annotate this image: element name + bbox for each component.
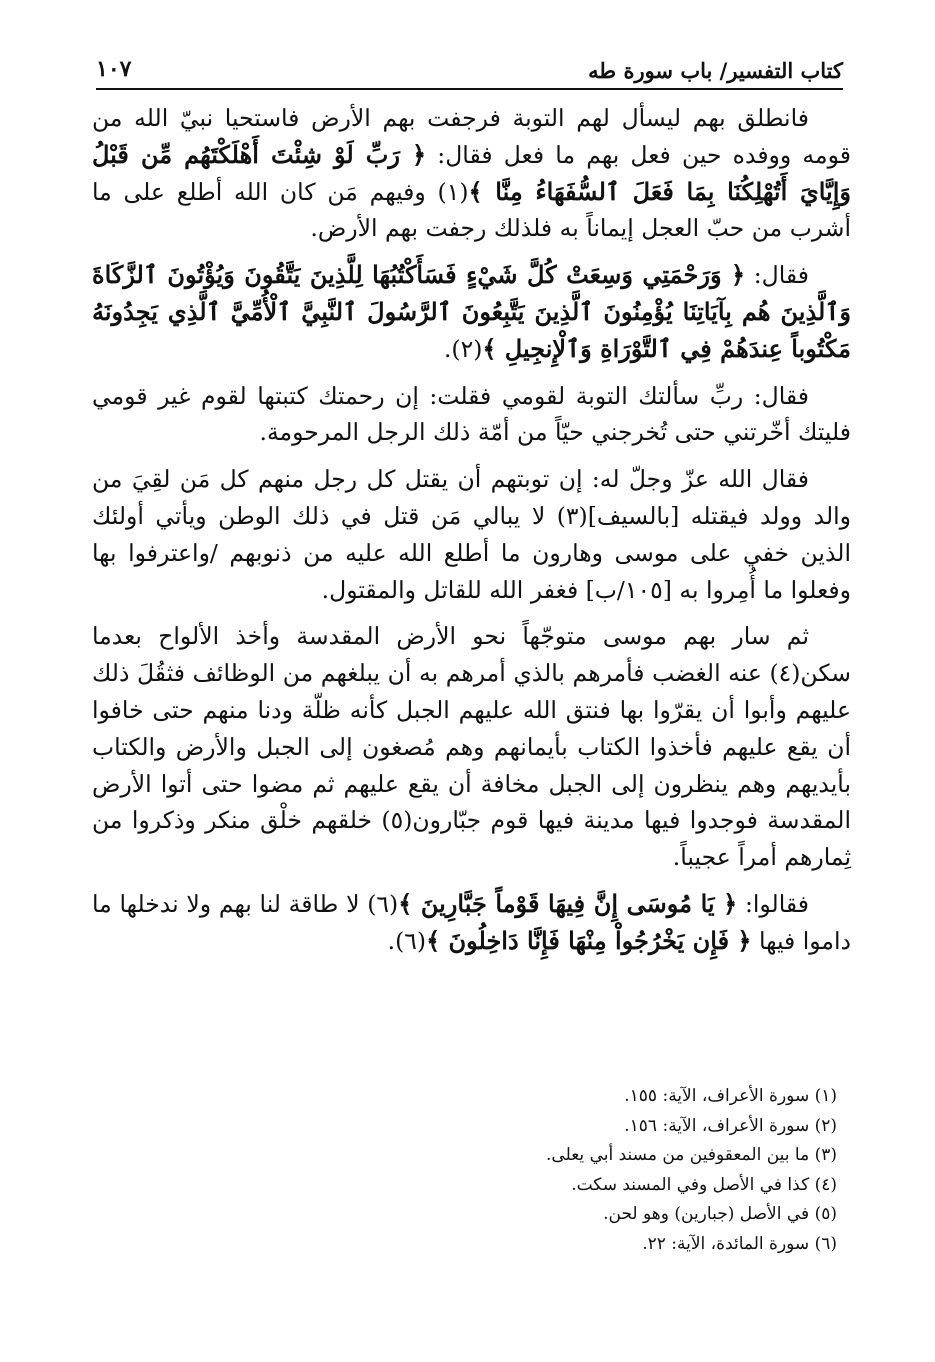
footnotes: [300, 1082, 837, 1259]
footnote: (٥) في الأصل (جبارين) وهو لحن.: [603, 1204, 837, 1224]
paragraph-text: فانطلق بهم ليسأل لهم التوبة فرجفت بهم الأرض فاستحيا نبيّ الله من قومه ووفده حين فعل بهم ما فعل فقال:: [92, 104, 851, 169]
main-text: [92, 100, 851, 970]
paragraph-text: (٦).: [387, 926, 427, 955]
paragraph-text: فقال الله عزّ وجلّ له: إن توبتهم أن يقتل كل رجل منهم كل مَن لقِيَ من والد وولد فيقتله [بالسيف](٣) لا يبالي مَن قتل في ذلك الوطن ويأتي أولئك الذين خفي على موسى وهارون ما أطلع الله عليه من ذنوبهم /واعترفوا بها وفعلوا ما أُمِروا به [١٠٥/ب] فغفر الله للقاتل والمقتول.: [92, 465, 851, 604]
paragraph: [92, 257, 851, 367]
footnote: (١) سورة الأعراف، الآية: ١٥٥.: [624, 1086, 837, 1106]
running-title: كتاب التفسير/ باب سورة طه: [588, 58, 843, 83]
paragraph: [92, 100, 851, 247]
footnote: (٣) ما بين المعقوفين من مسند أبي يعلى.: [546, 1145, 837, 1165]
page-header: [96, 54, 843, 90]
page-number: ١٠٧: [96, 56, 132, 82]
paragraph-text: (٦) لا طاقة لنا بهم ولا ندخلها ما داموا فيها: [92, 889, 851, 955]
footnote: (٤) كذا في الأصل وفي المسند سكت.: [571, 1174, 837, 1195]
paragraph: [92, 378, 851, 452]
paragraph-text: فقال:: [745, 261, 809, 290]
paragraph-text: (١) وفيهم مَن كان الله أطلع على ما أشرب من حبّ العجل إيماناً به فلذلك رجفت بهم الأرض.: [92, 177, 851, 243]
footnote: (٦) سورة المائدة، الآية: ٢٢.: [642, 1233, 837, 1254]
quran-verse: ﴿ وَرَحْمَتِي وَسِعَتْ كُلَّ شَيْءٍ فَسَأَكْتُبُهَا لِلَّذِينَ يَتَّقُونَ وَيُؤْتُونَ ٱلزَّكَاةَ وَٱلَّذِينَ هُم بِآيَاتِنَا يُؤْمِنُونَ ٱلَّذِينَ يَتَّبِعُونَ ٱلرَّسُولَ ٱلنَّبِيَّ ٱلْأُمِّيَّ ٱلَّذِي يَجِدُونَهُ مَكْتُوباً عِندَهُمْ فِي ٱلتَّوْرَاةِ وَٱلْإِنجِيلِ ﴾: [92, 260, 851, 363]
quran-verse: ﴿ رَبِّ لَوْ شِئْتَ أَهْلَكْتَهُم مِّن قَبْلُ وَإِيَّايَ أَتُهْلِكُنَا بِمَا فَعَلَ ٱلسُّفَهَاءُ مِنَّا ﴾: [92, 139, 851, 206]
paragraph-text: فقالوا:: [737, 889, 809, 918]
quran-verse: ﴿ فَإِن يَخْرُجُواْ مِنْهَا فَإِنَّا دَاخِلُونَ ﴾: [426, 925, 752, 955]
paragraph: [92, 886, 851, 960]
quran-verse: ﴿ يَا مُوسَى إِنَّ فِيهَا قَوْماً جَبَّارِينَ ﴾: [398, 888, 738, 918]
paragraph-text: فقال: ربِّ سألتك التوبة لقومي فقلت: إن رحمتك كتبتها لقوم غير قومي فليتك أخّرتني حتى تُخرجني حيّاً من أمّة ذلك الرجل المرحومة.: [92, 381, 851, 447]
paragraph: [92, 618, 851, 876]
paragraph-text: ثم سار بهم موسى متوجّهاً نحو الأرض المقدسة وأخذ الألواح بعدما سكن(٤) عنه الغضب فأمرهم بالذي أمرهم به أن يبلغهم من الوظائف فثقُلَ ذلك عليهم وأبوا أن يقرّوا بها فنتق الله عليهم الجبل كأنه ظلّة ودنا منهم حتى خافوا أن يقع عليهم فأخذوا الكتاب بأيمانهم وهم مُصغون إلى الجبل والأرض والكتاب بأيديهم وهم ينظرون إلى الجبل مخافة أن يقع عليهم ثم مضوا حتى أتوا الأرض المقدسة فوجدوا فيها مدينة فيها قوم جبّارون(٥) خلقهم خلْق منكر وذكروا من ثِمارهم أمراً عجيباً.: [92, 622, 851, 872]
footnote: (٢) سورة الأعراف، الآية: ١٥٦.: [624, 1115, 837, 1136]
paragraph: [92, 461, 851, 608]
paragraph-text: (٢).: [443, 334, 483, 363]
